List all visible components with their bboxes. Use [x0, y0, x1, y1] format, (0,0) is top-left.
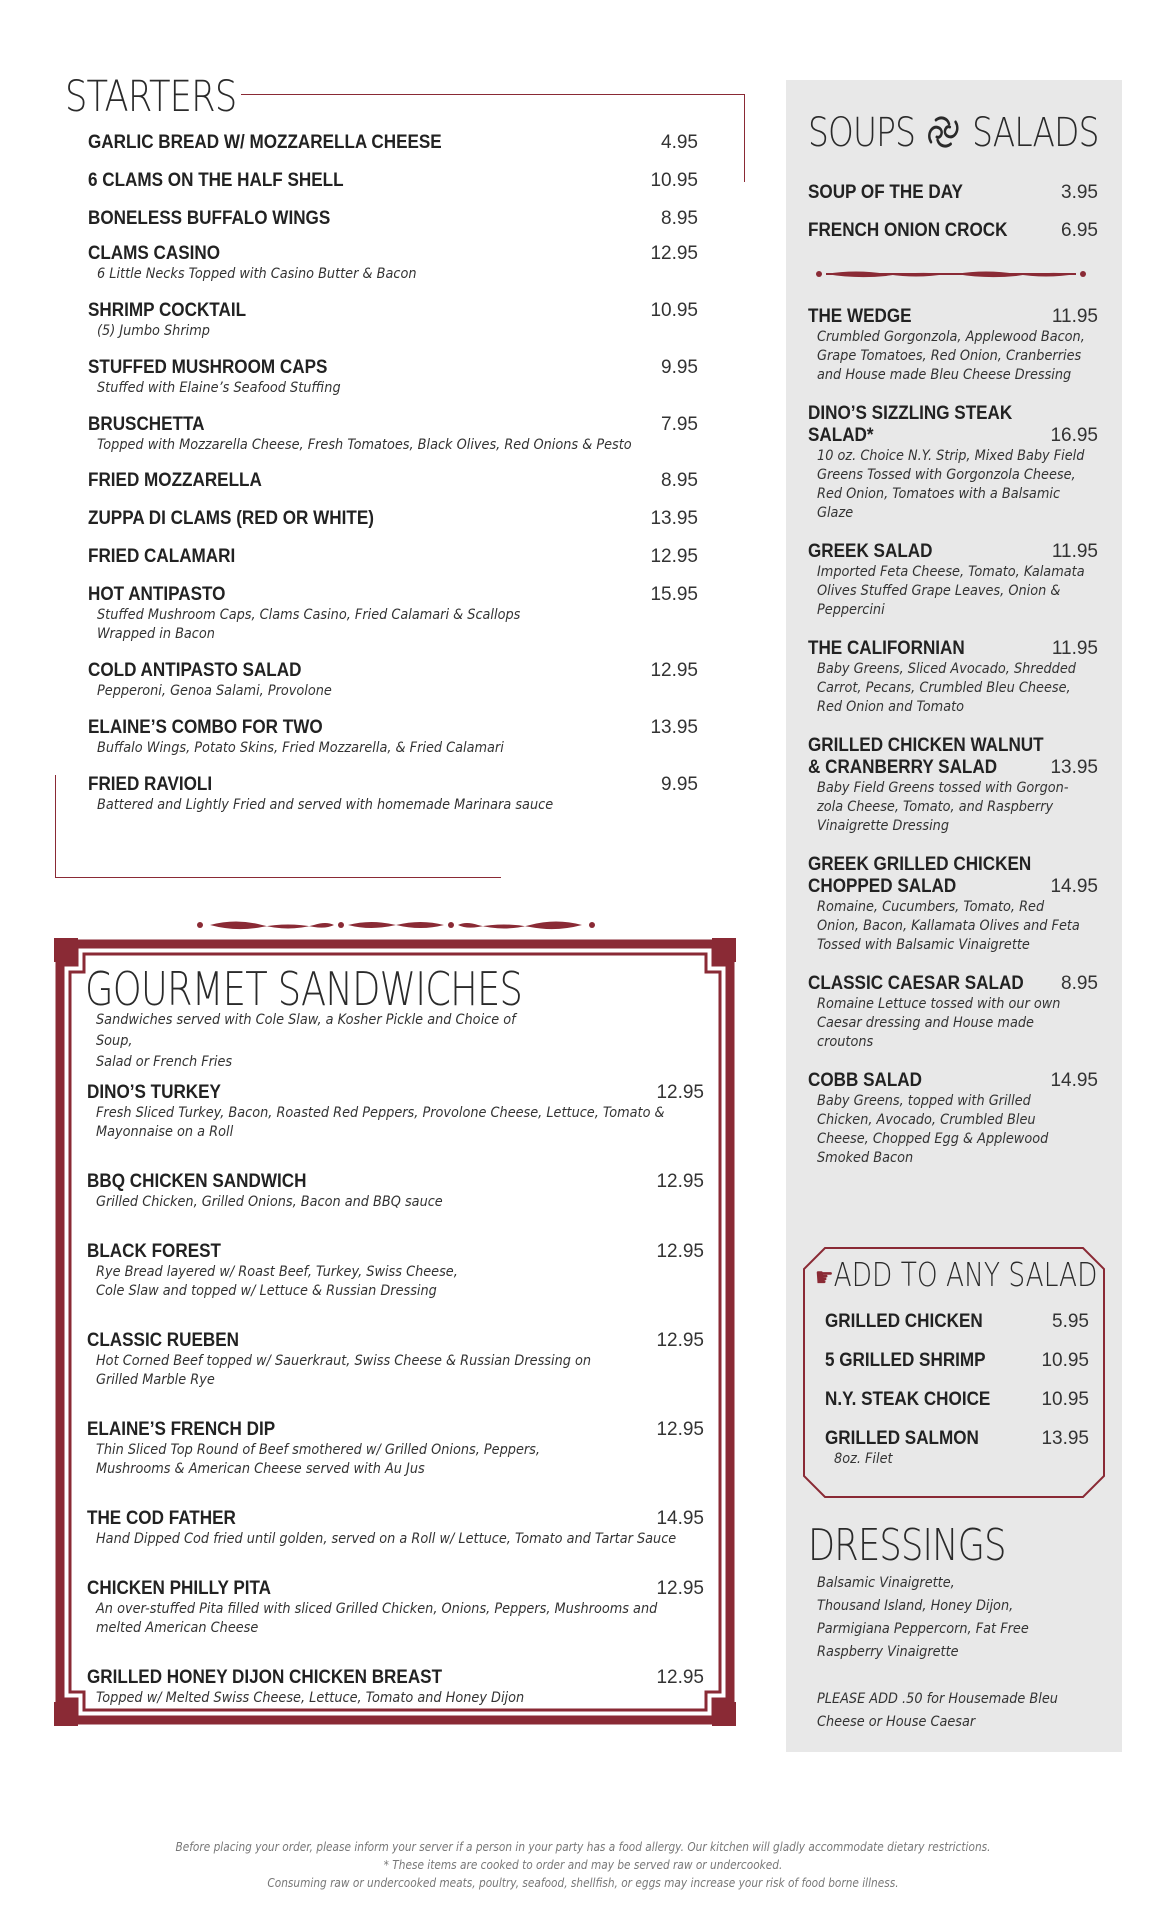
item-price: 5.95 [1052, 1311, 1089, 1332]
sandwiches-section [50, 918, 740, 1738]
item-name: GRILLED CHICKEN [825, 1311, 983, 1332]
item-name: BBQ CHICKEN SANDWICH [87, 1171, 307, 1192]
item-price: 6.95 [1061, 220, 1098, 241]
menu-item [825, 1350, 1089, 1372]
item-description-line2: Mushrooms & American Cheese served with Au Jus [96, 1461, 425, 1477]
menu-item [88, 357, 698, 398]
starters-list [88, 132, 698, 815]
item-description: Battered and Lightly Fried and served with homemade Marinara sauce [97, 797, 554, 813]
item-price: 7.95 [661, 414, 698, 435]
item-name: HOT ANTIPASTO [88, 584, 226, 605]
intro-line: Salad or French Fries [96, 1054, 233, 1070]
item-name: GARLIC BREAD W/ MOZZARELLA CHEESE [88, 132, 442, 153]
item-name: 5 GRILLED SHRIMP [825, 1350, 986, 1371]
item-price: 10.95 [1041, 1389, 1089, 1410]
item-description-line2: Wrapped in Bacon [97, 626, 215, 642]
menu-item [88, 208, 698, 230]
item-price: 12.95 [656, 1419, 704, 1440]
item-price: 13.95 [1041, 1428, 1089, 1449]
fleur-swirl-icon [925, 112, 963, 152]
item-price: 8.95 [661, 208, 698, 229]
menu-item [808, 1070, 1098, 1168]
menu-item [808, 182, 1098, 204]
item-name-line2: CHOPPED SALAD [808, 876, 957, 897]
note-line: PLEASE ADD .50 for Housemade Bleu [817, 1691, 1058, 1707]
dressing-line: Balsamic Vinaigrette, [817, 1575, 955, 1591]
menu-item [808, 403, 1098, 523]
item-name: CLASSIC CAESAR SALAD [808, 973, 1024, 994]
item-description: 6 Little Necks Topped with Casino Butter & Bacon [97, 266, 417, 282]
item-price: 9.95 [661, 774, 698, 795]
salads-title: SALADS [972, 110, 1099, 156]
menu-item [88, 243, 698, 284]
item-name: COLD ANTIPASTO SALAD [88, 660, 302, 681]
item-name: GRILLED SALMON [825, 1428, 979, 1449]
sandwiches-intro [96, 1010, 556, 1073]
menu-item [88, 132, 698, 154]
item-price: 3.95 [1061, 182, 1098, 203]
item-description: Topped with Mozzarella Cheese, Fresh Tomatoes, Black Olives, Red Onions & Pesto [97, 437, 632, 453]
menu-item [88, 508, 698, 530]
item-price: 13.95 [650, 508, 698, 529]
menu-item [808, 541, 1098, 620]
item-description: 10 oz. Choice N.Y. Strip, Mixed Baby Field Greens Tossed with Gorgonzola Cheese, Red Onion, Tomatoes with a Balsamic Glaze [817, 448, 1085, 521]
item-name: N.Y. STEAK CHOICE [825, 1389, 991, 1410]
item-price: 16.95 [1050, 425, 1098, 446]
item-name: SHRIMP COCKTAIL [88, 300, 247, 321]
item-name: BONELESS BUFFALO WINGS [88, 208, 331, 229]
allergy-disclaimer [0, 1838, 1166, 1892]
item-description: Imported Feta Cheese, Tomato, Kalamata Olives Stuffed Grape Leaves, Onion & Peppercini [817, 564, 1085, 618]
item-description: Thin Sliced Top Round of Beef smothered w/ Grilled Onions, Peppers, [96, 1442, 540, 1458]
dressing-line: Parmigiana Peppercorn, Fat Free [817, 1621, 1029, 1637]
menu-item [88, 470, 698, 492]
item-description: Fresh Sliced Turkey, Bacon, Roasted Red Peppers, Provolone Cheese, Lettuce, Tomato & [96, 1105, 665, 1121]
sandwiches-title: GOURMET SANDWICHES [85, 962, 523, 1016]
add-to-salad-box [803, 1247, 1105, 1498]
item-price: 4.95 [661, 132, 698, 153]
menu-item [88, 170, 698, 192]
item-name: GRILLED CHICKEN WALNUT [808, 735, 1044, 756]
dressings-list [817, 1572, 1085, 1664]
item-name: CLASSIC RUEBEN [87, 1330, 240, 1351]
item-price: 8.95 [1061, 973, 1098, 994]
item-price: 11.95 [1051, 541, 1098, 562]
item-description: Stuffed with Elaine’s Seafood Stuffing [97, 380, 341, 396]
soups-title: SOUPS [808, 110, 916, 156]
menu-item [88, 414, 698, 455]
item-name: STUFFED MUSHROOM CAPS [88, 357, 328, 378]
item-price: 13.95 [650, 717, 698, 738]
menu-item [87, 1171, 704, 1212]
item-price: 14.95 [656, 1508, 704, 1529]
dressing-line: Thousand Island, Honey Dijon, [817, 1598, 1014, 1614]
item-price: 14.95 [1050, 1070, 1098, 1091]
item-name: DINO’S SIZZLING STEAK [808, 403, 1013, 424]
item-description: (5) Jumbo Shrimp [97, 323, 210, 339]
item-price: 14.95 [1050, 876, 1098, 897]
item-price: 10.95 [650, 170, 698, 191]
item-price: 12.95 [650, 243, 698, 264]
disclaimer-line: Before placing your order, please inform your server if a person in your party has a food allergy. Our kitchen will gladly accommodate dietary restrictions. [175, 1840, 991, 1854]
item-price: 12.95 [656, 1241, 704, 1262]
item-price: 11.95 [1051, 306, 1098, 327]
item-name: CHICKEN PHILLY PITA [87, 1578, 272, 1599]
item-price: 8.95 [661, 470, 698, 491]
soups-salads-panel [786, 80, 1122, 1752]
add-to-salad-label: ADD TO ANY SALAD [833, 1255, 1098, 1294]
disclaimer-line: Consuming raw or undercooked meats, poultry, seafood, shellfish, or eggs may increase your risk of food borne illness. [267, 1876, 899, 1890]
item-name-line2: SALAD* [808, 425, 874, 446]
item-description-line2: Cole Slaw and topped w/ Lettuce & Russian Dressing [96, 1283, 437, 1299]
item-name: GREEK GRILLED CHICKEN [808, 854, 1032, 875]
item-description-line2: melted American Cheese [96, 1620, 259, 1636]
item-description: Romaine Lettuce tossed with our own Caesar dressing and House made croutons [817, 996, 1061, 1050]
item-name: COBB SALAD [808, 1070, 923, 1091]
item-description: Romaine, Cucumbers, Tomato, Red Onion, Bacon, Kallamata Olives and Feta Tossed with Balsamic Vinaigrette [817, 899, 1080, 953]
menu-item [87, 1667, 704, 1708]
item-description: 8oz. Filet [834, 1451, 893, 1467]
pointing-hand-icon: ☛ [815, 1263, 834, 1293]
item-name: FRENCH ONION CROCK [808, 220, 1008, 241]
menu-item [88, 774, 698, 815]
starters-border-left [55, 775, 56, 877]
item-price: 12.95 [656, 1082, 704, 1103]
menu-item [88, 300, 698, 341]
item-name: CLAMS CASINO [88, 243, 221, 264]
menu-item [88, 717, 698, 758]
starters-title: STARTERS [65, 72, 237, 122]
dressings-section [808, 1520, 1108, 1734]
item-price: 12.95 [650, 546, 698, 567]
menu-item [825, 1311, 1089, 1333]
menu-item [808, 638, 1098, 717]
item-name: BLACK FOREST [87, 1241, 221, 1262]
menu-item [808, 735, 1098, 836]
menu-item [87, 1330, 704, 1390]
item-name: ELAINE’S FRENCH DIP [87, 1419, 276, 1440]
menu-item [825, 1428, 1089, 1469]
add-to-salad-title [815, 1255, 1097, 1294]
item-name: FRIED RAVIOLI [88, 774, 213, 795]
item-description: Crumbled Gorgonzola, Applewood Bacon, Grape Tomatoes, Red Onion, Cranberries and House made Bleu Cheese Dressing [817, 329, 1085, 383]
item-price: 12.95 [656, 1578, 704, 1599]
starters-border-top [241, 94, 745, 95]
add-to-salad-list [825, 1311, 1089, 1469]
item-name: THE CALIFORNIAN [808, 638, 965, 659]
menu-item [87, 1082, 704, 1142]
item-description: Hot Corned Beef topped w/ Sauerkraut, Swiss Cheese & Russian Dressing on [96, 1353, 592, 1369]
starters-border-bottom [55, 877, 501, 878]
item-price: 10.95 [1041, 1350, 1089, 1371]
item-description-line2: Grilled Marble Rye [96, 1372, 215, 1388]
menu-item [88, 660, 698, 701]
item-description: Pepperoni, Genoa Salami, Provolone [97, 683, 332, 699]
item-description-line2: Mayonnaise on a Roll [96, 1124, 234, 1140]
soups-salads-title [808, 110, 1099, 156]
item-name-line2: & CRANBERRY SALAD [808, 757, 998, 778]
item-name: DINO’S TURKEY [87, 1082, 221, 1103]
item-price: 12.95 [656, 1171, 704, 1192]
menu-item [825, 1389, 1089, 1411]
starters-section [55, 70, 745, 880]
scroll-divider-icon [816, 268, 1086, 280]
item-description: An over-stuffed Pita filled with sliced Grilled Chicken, Onions, Peppers, Mushrooms and [96, 1601, 658, 1617]
item-name: ELAINE’S COMBO FOR TWO [88, 717, 323, 738]
item-description: Grilled Chicken, Grilled Onions, Bacon and BBQ sauce [96, 1194, 443, 1210]
menu-item [88, 584, 698, 644]
menu-item [88, 546, 698, 568]
menu-item [808, 306, 1098, 385]
item-description: Buffalo Wings, Potato Skins, Fried Mozzarella, & Fried Calamari [97, 740, 504, 756]
item-price: 15.95 [650, 584, 698, 605]
sandwiches-list [87, 1082, 704, 1708]
item-description: Stuffed Mushroom Caps, Clams Casino, Fried Calamari & Scallops [97, 607, 521, 623]
item-description: Baby Greens, Sliced Avocado, Shredded Carrot, Pecans, Crumbled Bleu Cheese, Red Onion and Tomato [817, 661, 1076, 715]
item-name: ZUPPA DI CLAMS (RED OR WHITE) [88, 508, 374, 529]
dressings-title: DRESSINGS [808, 1520, 1006, 1571]
item-name: THE COD FATHER [87, 1508, 236, 1529]
item-name: THE WEDGE [808, 306, 912, 327]
item-name: FRIED MOZZARELLA [88, 470, 262, 491]
item-name: 6 CLAMS ON THE HALF SHELL [88, 170, 344, 191]
menu-item [808, 973, 1098, 1052]
item-price: 11.95 [1051, 638, 1098, 659]
disclaimer-line: * These items are cooked to order and may be served raw or undercooked. [383, 1858, 783, 1872]
note-line: Cheese or House Caesar [817, 1714, 976, 1730]
item-price: 13.95 [1050, 757, 1098, 778]
item-name: SOUP OF THE DAY [808, 182, 963, 203]
item-description: Topped w/ Melted Swiss Cheese, Lettuce, Tomato and Honey Dijon [96, 1690, 525, 1706]
item-price: 10.95 [650, 300, 698, 321]
intro-line: Sandwiches served with Cole Slaw, a Kosher Pickle and Choice of Soup, [96, 1012, 516, 1049]
item-description: Baby Field Greens tossed with Gorgon-zola Cheese, Tomato, and Raspberry Vinaigrette Dressing [817, 780, 1069, 834]
salads-list [808, 306, 1098, 1168]
menu-item [87, 1508, 704, 1549]
item-description: Hand Dipped Cod fried until golden, served on a Roll w/ Lettuce, Tomato and Tartar Sauce [96, 1531, 677, 1547]
menu-item [808, 220, 1098, 242]
menu-item [808, 854, 1098, 955]
item-description: Baby Greens, topped with Grilled Chicken, Avocado, Crumbled Bleu Cheese, Chopped Egg & Applewood Smoked Bacon [817, 1093, 1049, 1166]
menu-item [87, 1241, 704, 1301]
item-name: BRUSCHETTA [88, 414, 205, 435]
item-price: 9.95 [661, 357, 698, 378]
starters-border-right [744, 94, 745, 182]
soups-list [808, 182, 1098, 242]
menu-item [87, 1419, 704, 1479]
menu-item [87, 1578, 704, 1638]
item-name: FRIED CALAMARI [88, 546, 236, 567]
scroll-ornament-icon [196, 918, 596, 932]
dressing-line: Raspberry Vinaigrette [817, 1644, 959, 1660]
item-price: 12.95 [656, 1667, 704, 1688]
dressings-note [817, 1688, 1085, 1734]
item-price: 12.95 [650, 660, 698, 681]
item-name: GREEK SALAD [808, 541, 933, 562]
item-name: GRILLED HONEY DIJON CHICKEN BREAST [87, 1667, 443, 1688]
item-price: 12.95 [656, 1330, 704, 1351]
item-description: Rye Bread layered w/ Roast Beef, Turkey, Swiss Cheese, [96, 1264, 458, 1280]
